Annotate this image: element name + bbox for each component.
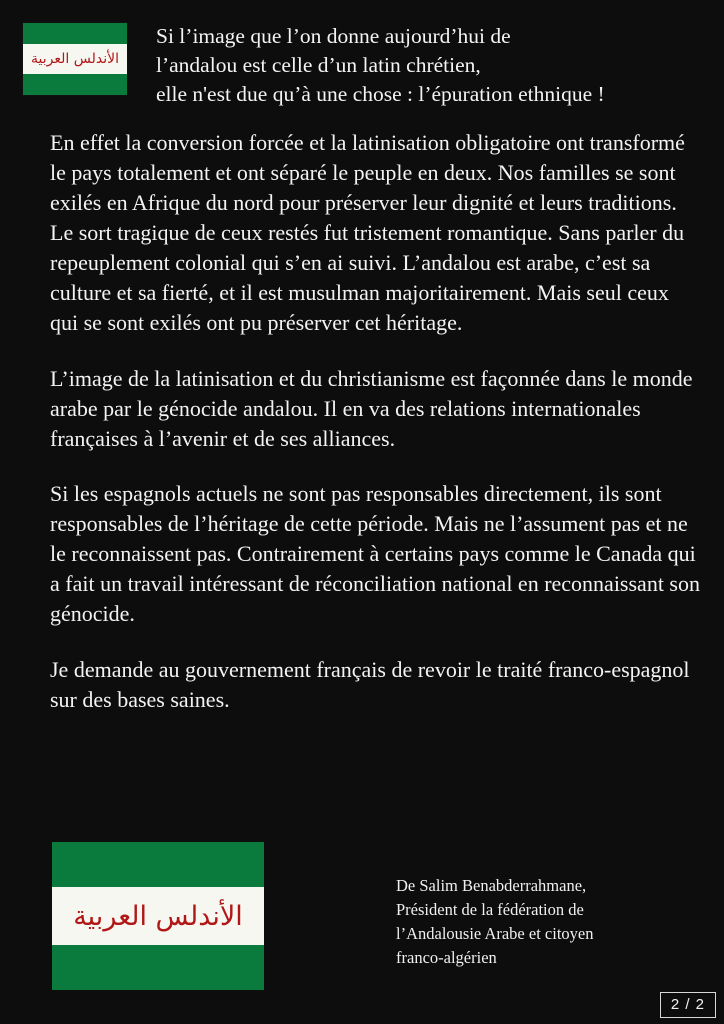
flag-band-top: [23, 23, 127, 44]
document-header: [0, 0, 724, 110]
headline-line-1: Si l’image que l’on donne aujourd’hui de: [156, 24, 511, 48]
flag-arabic-text: الأندلس العربية: [31, 51, 119, 67]
flag-arabic-text: الأندلس العربية: [73, 900, 243, 932]
paragraph-2: L’image de la latinisation et du christianisme est façonnée dans le monde arabe par le génocide andalou. Il en va des relations internationales françaises à l’avenir et de ses alliances.: [50, 365, 693, 451]
paragraph-4: Je demande au gouvernement français de revoir le traité franco-espagnol sur des bases saines.: [50, 656, 690, 712]
document-body: [0, 110, 724, 715]
signature-line-2: Président de la fédération de: [396, 899, 584, 919]
page-indicator: 2 / 2: [660, 992, 716, 1018]
paragraph-3: Si les espagnols actuels ne sont pas responsables directement, ils sont responsables de l’héritage de cette période. Mais ne l’assument pas et ne le reconnaissent pas. Contrairement à certains pays comme le Canada qui a fait un travail intéressant de réconciliation national en reconnaissant son génocide.: [50, 480, 700, 627]
headline: [156, 22, 605, 110]
flag-band-top: [52, 842, 264, 887]
headline-line-2: l’andalou est celle d’un latin chrétien,: [156, 53, 481, 78]
flag-band-bottom: [52, 945, 264, 990]
flag-band-middle: [23, 44, 127, 74]
paragraph-1: En effet la conversion forcée et la latinisation obligatoire ont transformé le pays totalement et ont séparé le peuple en deux. Nos familles se sont exilés en Afrique du nord pour préserver leur dignité et leurs traditions. Le sort tragique de ceux restés fut tristement romantique. Sans parler du repeuplement colonial qui s’en ai suivi. L’andalou est arabe, c’est sa culture et sa fierté, et il est musulman majoritairement. Mais seul ceux qui se sont exilés ont pu préserver cet héritage.: [50, 129, 685, 336]
flag-andalusia-header: [22, 22, 128, 96]
headline-line-3: elle n'est due qu’à une chose : l’épuration ethnique !: [156, 82, 605, 107]
flag-band-middle: [52, 887, 264, 945]
signature-line-4: franco-algérien: [396, 947, 497, 967]
flag-band-bottom: [23, 74, 127, 95]
signature-line-3: l’Andalousie Arabe et citoyen: [396, 923, 594, 943]
flag-andalusia-footer: [52, 842, 264, 990]
signature-line-1: De Salim Benabderrahmane,: [396, 876, 587, 895]
signature-block: [396, 874, 593, 970]
document-footer: [0, 834, 724, 1024]
